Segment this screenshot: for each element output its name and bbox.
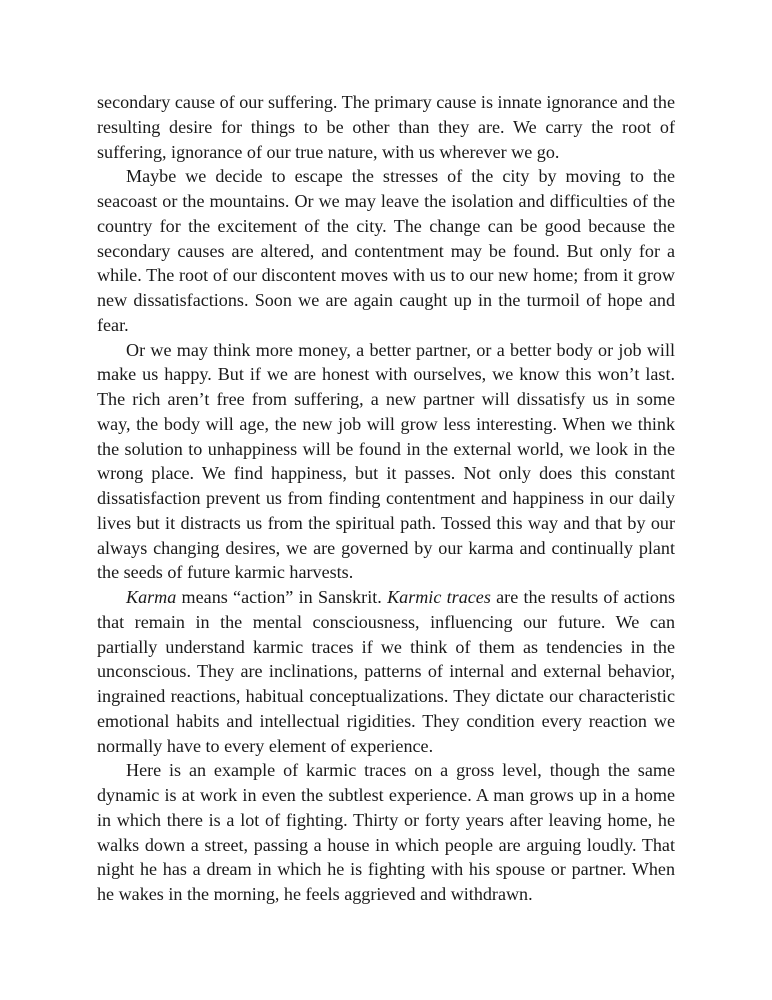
page-body: [97, 90, 675, 907]
term-karmic-traces: Karmic traces: [387, 587, 491, 607]
paragraph-3: [97, 338, 675, 586]
paragraph-2-text: Maybe we decide to escape the stresses of the city by moving to the seacoast or the mountains. Or we may leave the isolation and difficulties of the country for the excitement of the city. The change can be good because the secondary causes are altered, and contentment may be found. But only for a while. The root of our discontent moves with us to our new home; from it grow new dissatisfactions. Soon we are again caught up in the turmoil of hope and fear.: [97, 166, 675, 335]
paragraph-2: [97, 164, 675, 337]
paragraph-5-text: Here is an example of karmic traces on a gross level, though the same dynamic is at work in even the subtlest experience. A man grows up in a home in which there is a lot of fighting. Thirty or forty years after leaving home, he walks down a street, passing a house in which people are arguing loudly. That night he has a dream in which he is fighting with his spouse or partner. When he wakes in the morning, he feels aggrieved and withdrawn.: [97, 760, 675, 904]
paragraph-5: [97, 758, 675, 907]
paragraph-1-text: secondary cause of our suffering. The primary cause is innate ignorance and the resulting desire for things to be other than they are. We carry the root of suffering, ignorance of our true nature, with us wherever we go.: [97, 92, 675, 162]
paragraph-3-text: Or we may think more money, a better partner, or a better body or job will make us happy. But if we are honest with ourselves, we know this won’t last. The rich aren’t free from suffering, a new partner will dissatisfy us in some way, the body will age, the new job will grow less interesting. When we think the solution to unhappiness will be found in the external world, we look in the wrong place. We find happiness, but it passes. Not only does this constant dissatisfaction prevent us from finding contentment and happiness in our daily lives but it distracts us from the spiritual path. Tossed this way and that by our always changing desires, we are governed by our karma and continually plant the seeds of future karmic harvests.: [97, 339, 675, 583]
paragraph-1: [97, 90, 675, 164]
paragraph-4-text-b: are the results of actions that remain in the mental consciousness, influencing our future. We can partially understand karmic traces if we think of them as tendencies in the unconscious. They are inclinations, patterns of internal and external behavior, ingrained reactions, habitual conceptualizations. They dictate our characteristic emotional habits and intellectual rigidities. They condition every reaction we normally have to every element of experience.: [97, 587, 675, 756]
term-karma: Karma: [126, 587, 177, 607]
paragraph-4: [97, 585, 675, 758]
paragraph-4-text-a: means “action” in Sanskrit.: [176, 587, 388, 607]
